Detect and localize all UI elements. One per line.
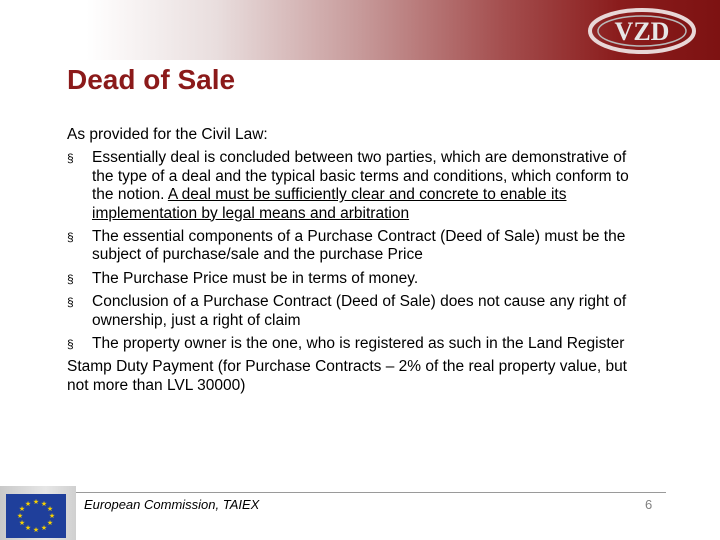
svg-text:★: ★: [18, 519, 26, 527]
bullet-text: The Purchase Price must be in terms of money.: [92, 269, 419, 287]
bullet-underlined-text: A deal must be sufficiently clear and concrete to enable its implementation by legal means and arbitration: [92, 186, 567, 222]
bullet-marker: §: [67, 337, 74, 352]
bullet-text: Conclusion of a Purchase Contract (Deed of Sale) does not cause any right of ownership, just a right of claim: [92, 293, 627, 329]
svg-text:★: ★: [32, 526, 40, 534]
bullet-marker: §: [67, 230, 74, 245]
svg-text:★: ★: [46, 519, 54, 527]
bullet-item: [67, 270, 647, 288]
svg-text:★: ★: [40, 500, 48, 508]
logo-text: VZD: [614, 17, 670, 46]
svg-text:★: ★: [40, 524, 48, 532]
bullet-item: [67, 335, 647, 353]
page-number: 6: [645, 497, 653, 512]
eu-flag-icon: [6, 494, 66, 538]
bullet-text: The property owner is the one, who is registered as such in the Land Register: [92, 335, 625, 353]
bullet-item: [67, 293, 647, 330]
bullet-text: The essential components of a Purchase Contract (Deed of Sale) must be the subject of purchase/sale and the purchase Price: [92, 228, 626, 264]
svg-text:★: ★: [24, 500, 32, 508]
vzd-logo-icon: [586, 6, 698, 56]
svg-text:★: ★: [18, 505, 26, 513]
intro-text: As provided for the Civil Law:: [67, 126, 268, 143]
footer-divider: [76, 492, 666, 493]
closing-text: Stamp Duty Payment (for Purchase Contracts – 2% of the real property value, but not more than LVL 30000): [67, 358, 627, 394]
page-title: Dead of Sale: [67, 64, 236, 95]
bullet-item: [67, 149, 647, 223]
svg-text:★: ★: [48, 512, 56, 520]
bullet-marker: §: [67, 295, 74, 310]
svg-text:★: ★: [46, 505, 54, 513]
footer-organization: European Commission, TAIEX: [84, 497, 260, 512]
bullet-marker: §: [67, 151, 74, 166]
svg-text:★: ★: [24, 524, 32, 532]
svg-text:★: ★: [16, 512, 24, 520]
bullet-text: Essentially deal is concluded between two parties, which are demonstrative of the type of a deal and the typical basic terms and conditions, which conform to the notion.: [92, 149, 629, 204]
svg-text:★: ★: [32, 498, 40, 506]
bullet-item: [67, 228, 647, 265]
slide-body: [67, 126, 647, 395]
bullet-marker: §: [67, 271, 74, 286]
